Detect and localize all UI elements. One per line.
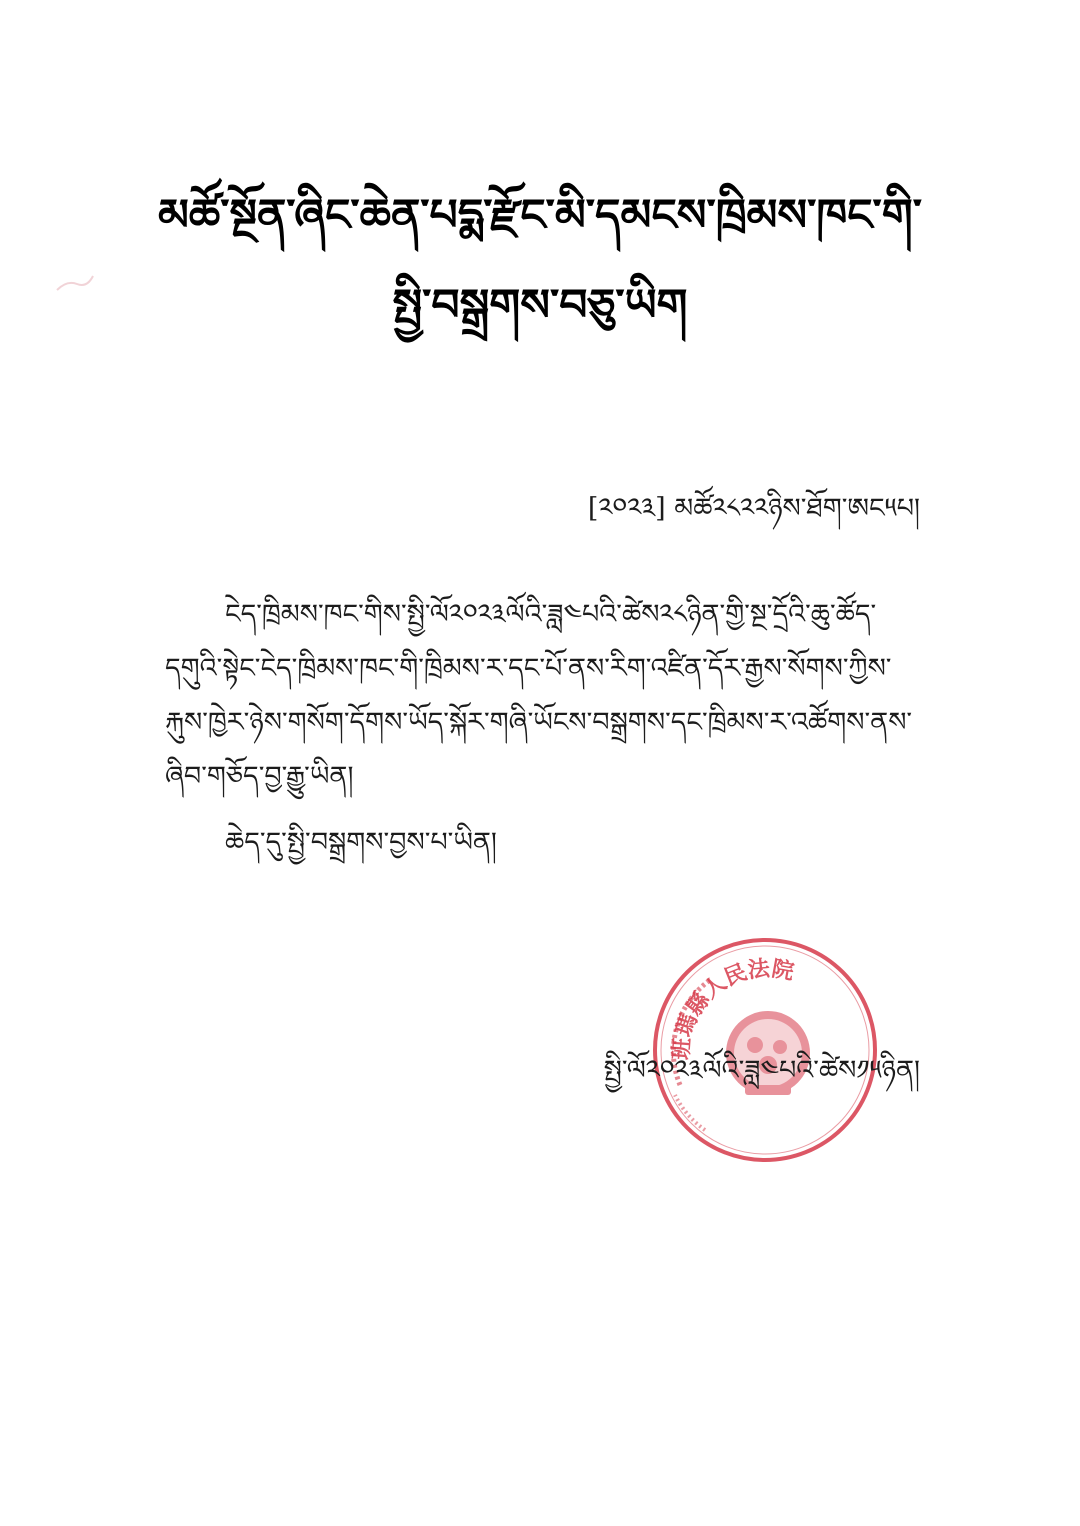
paragraph-main (165, 588, 925, 804)
paper-mark-speck (55, 272, 95, 294)
paragraph-line: དགུའི་སྟེང་ངེད་ཁྲིམས་ཁང་གི་ཁྲིམས་ར་དང་པོ་ནས་རིག་འཛིན་དོར་རྒྱས་སོགས་ཀྱིས་ (165, 653, 892, 684)
document-title-line2: སྤྱི་བསྒྲགས་བཅུ་ཡིག (392, 280, 688, 331)
document-number: [༢༠༢༣] མཚོ༢༨༢༢ཉིས་ཐོག་ཨང༥པ། (587, 493, 920, 524)
paragraph-closing: ཆེད་དུ་སྤྱི་བསྒྲགས་བྱས་པ་ཡིན། (225, 827, 497, 858)
paragraph-line: ཞིབ་གཅོད་བྱ་རྒྱུ་ཡིན། (165, 761, 354, 792)
paragraph-line: རྐུས་ཁྱེར་ཉེས་གསོག་དོགས་ཡོད་སྐོར་གཞི་ཡོངས་བསྒྲགས་དང་ཁྲིམས་ར་འཚོགས་ནས་ (165, 707, 913, 738)
seal-chinese-text: 班瑪縣人民法院 (669, 956, 796, 1061)
document-title-line1: མཚོ་སྔོན་ཞིང་ཆེན་པདྨ་རྫོང་མི་དམངས་ཁྲིམས་ཁང་གི་ (157, 190, 922, 241)
paragraph-line: ངེད་ཁྲིམས་ཁང་གིས་སྤྱི་ལོ༢༠༢༣ལོའི་ཟླ༤པའི་ཚེས༢༨ཉིན་གྱི་སྔ་དྲོའི་ཆུ་ཚོད་ (225, 599, 877, 630)
issue-date: སྤྱི་ལོ༢༠༢༣ལོའི་ཟླ༤པའི་ཚེས༡༥ཉིན། (603, 1055, 920, 1086)
